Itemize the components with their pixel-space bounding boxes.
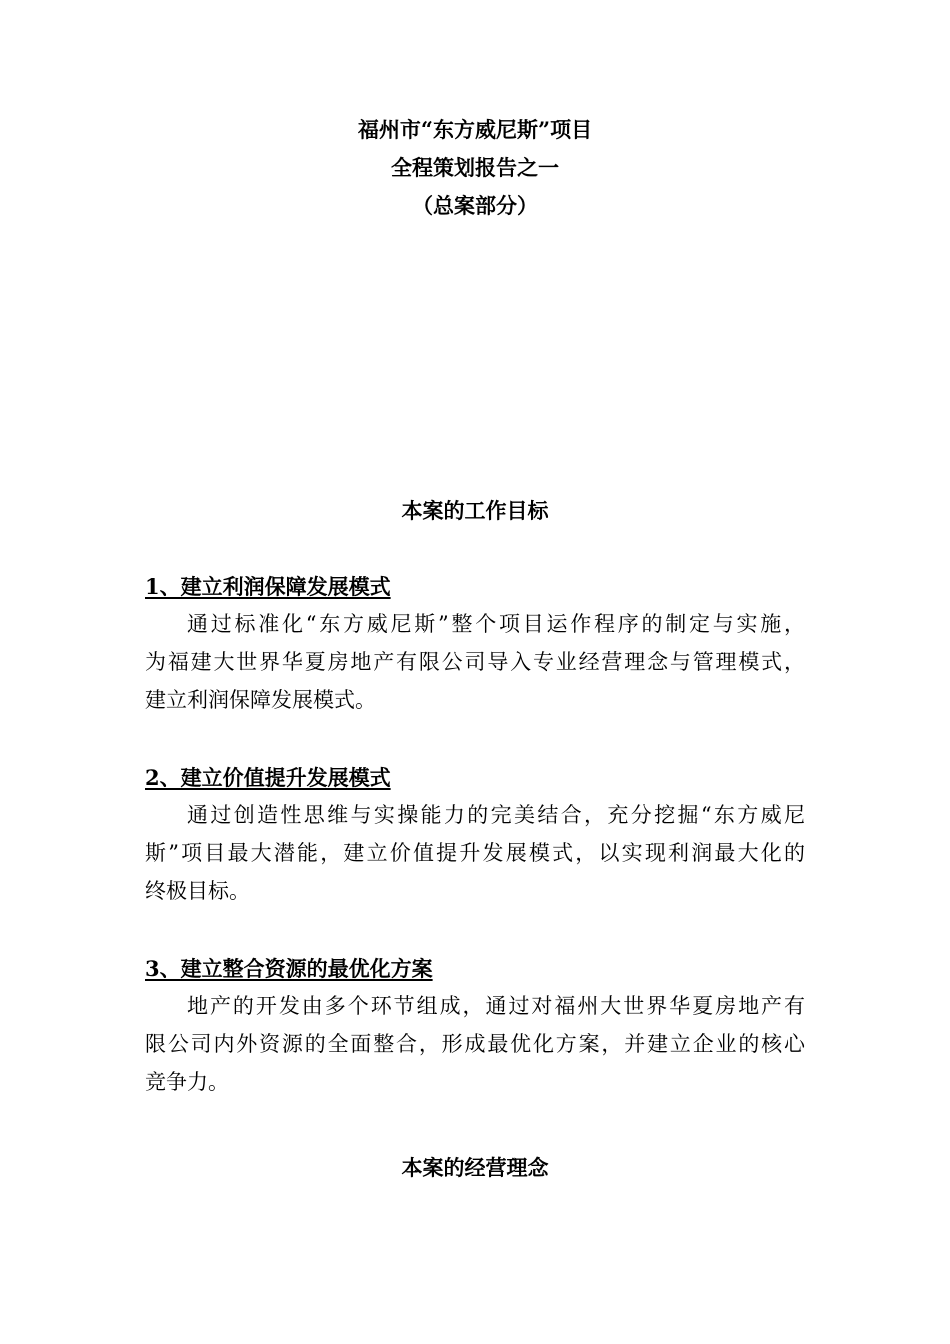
paragraph-line: 通过创造性思维与实操能力的完美结合，充分挖掘“东方威尼	[187, 803, 805, 827]
paragraph-line: 通过标准化“东方威尼斯”整个项目运作程序的制定与实施，	[187, 612, 805, 636]
section-title-philosophy: 本案的经营理念	[401, 1155, 549, 1180]
paragraph-line: 终极目标。	[145, 879, 250, 903]
paragraph-line: 限公司内外资源的全面整合，形成最优化方案，并建立企业的核心	[145, 1032, 805, 1056]
paragraph-line: 竞争力。	[145, 1070, 229, 1094]
goal-heading-2: 2、建立价值提升发展模式	[145, 765, 391, 790]
goal-heading-3: 3、建立整合资源的最优化方案	[145, 956, 433, 981]
paragraph-line: 地产的开发由多个环节组成，通过对福州大世界华夏房地产有	[187, 994, 805, 1018]
paragraph-line: 为福建大世界华夏房地产有限公司导入专业经营理念与管理模式，	[145, 650, 805, 674]
paragraph-line: 斯”项目最大潜能，建立价值提升发展模式，以实现利润最大化的	[145, 841, 805, 865]
goal-paragraph-3	[145, 987, 805, 1101]
section-title-goals: 本案的工作目标	[401, 498, 549, 523]
goal-heading-1: 1、建立利润保障发展模式	[145, 574, 391, 599]
paragraph-line: 建立利润保障发展模式。	[145, 688, 376, 712]
goal-paragraph-2	[145, 796, 805, 910]
report-title-line2: 全程策划报告之一	[391, 155, 559, 180]
report-title-line3: （总案部分）	[412, 193, 538, 218]
report-title-line1: 福州市“东方威尼斯”项目	[357, 117, 593, 142]
goal-paragraph-1	[145, 605, 805, 719]
